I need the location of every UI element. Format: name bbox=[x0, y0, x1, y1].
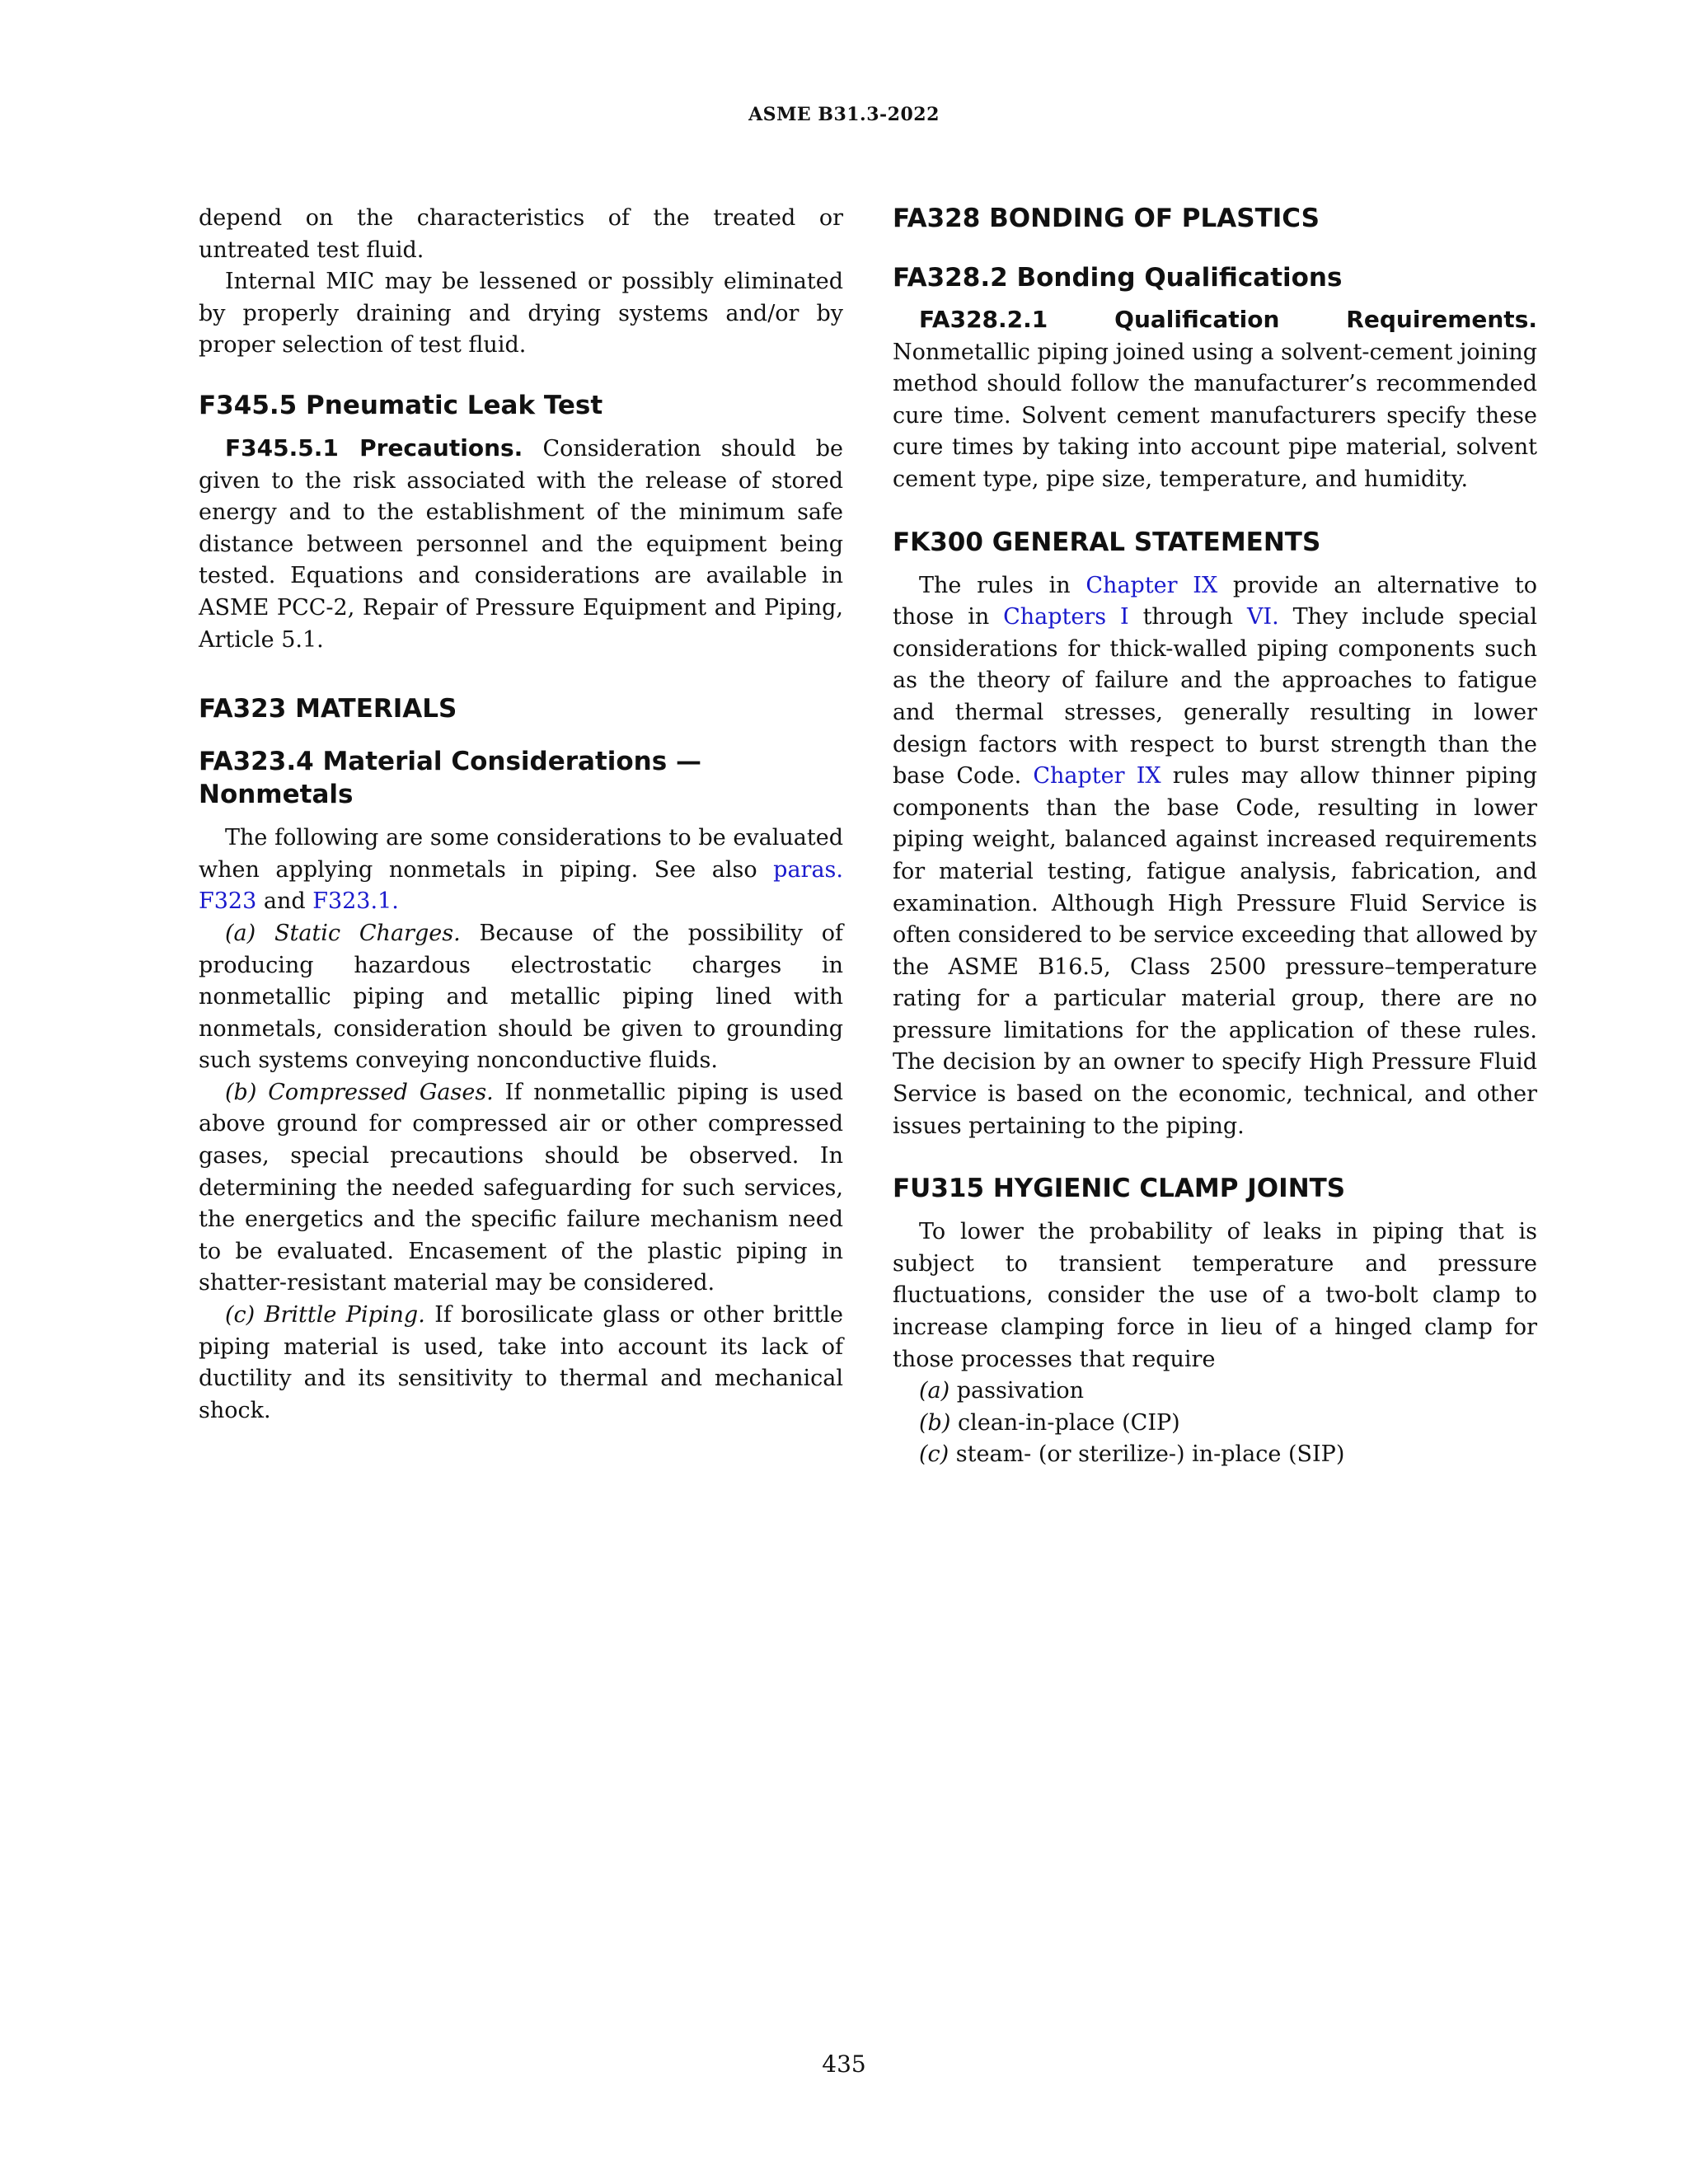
item-label: (c) bbox=[919, 1441, 950, 1468]
item-text: steam- (or sterilize-) in-place (SIP) bbox=[955, 1441, 1345, 1468]
item-title: Compressed Gases. bbox=[268, 1079, 494, 1105]
paragraph-intro bbox=[199, 823, 843, 918]
running-head: ASME B31.3-2022 bbox=[748, 104, 940, 125]
runin-heading: F345.5.1 Precautions. bbox=[225, 434, 523, 462]
section-heading-fa3234: FA323.4 Material Considerations — Nonmetals bbox=[199, 747, 701, 810]
list-item-c bbox=[199, 1300, 843, 1427]
paragraph-fk300 bbox=[893, 570, 1537, 1143]
paragraph: Internal MIC may be lessened or possibly eliminated by properly draining and drying systems and/or by proper selection of test fluid. bbox=[199, 269, 843, 359]
link-chapters-i[interactable]: Chapters I bbox=[1003, 604, 1129, 630]
item-label: (a) bbox=[225, 920, 256, 946]
paragraph-fu315: To lower the probability of leaks in piping that is subject to transient temperature and pressure fluctuations, consider the use of a two-bolt clamp to increase clamping force in lieu of a hinged clamp for those processes that require bbox=[893, 1219, 1537, 1372]
list-item-c bbox=[893, 1439, 1537, 1471]
page-number: 435 bbox=[822, 2050, 866, 2078]
right-column bbox=[893, 203, 1537, 1471]
section-heading-fa328: FA328 BONDING OF PLASTICS bbox=[893, 204, 1320, 233]
paragraph-text: Nonmetallic piping joined using a solvent-cement joining method should follow the manufacturer’s recommended cure time. Solvent cement manufacturers specify these cure times by taking into account pipe material, solvent cement type, pipe size, temperature, and humidity. bbox=[893, 339, 1537, 492]
text: rules may allow thinner piping components than the base Code, resulting in lower piping weight, balanced against increased requirements for material testing, fatigue analysis, fabrication, and examination. Although High Pressure Fluid Service is often considered to be service exceeding that allowed by the ASME B16.5, Class 2500 pressure–temperature rating for a particular material group, there are no pressure limitations for the application of these rules. The decision by an owner to specify High Pressure Fluid Service is based on the economic, technical, and other issues pertaining to the piping. bbox=[893, 763, 1537, 1139]
text: They include special considerations for thick-walled piping components such as the theory of failure and the approaches to fatigue and thermal stresses, generally resulting in lower design factors with respect to burst strength than the base Code. bbox=[893, 604, 1537, 790]
text: The rules in bbox=[919, 572, 1086, 598]
section-heading-fa3282: FA328.2 Bonding Qualifications bbox=[893, 263, 1343, 293]
paragraph-text: Consideration should be given to the risk associated with the release of stored energy and to the establishment of the minimum safe distance between personnel and the equipment being tested. Equations and considerations are available in ASME PCC-2, Repair of Pressure Equipment and Piping, Article 5.1. bbox=[199, 435, 844, 653]
item-text: clean-in-place (CIP) bbox=[957, 1409, 1180, 1436]
paragraph-fa32821 bbox=[893, 304, 1537, 496]
paragraph: depend on the characteristics of the treated or untreated test fluid. bbox=[199, 205, 843, 263]
text: The following are some considerations to be evaluated when applying nonmetals in piping. See also bbox=[199, 825, 843, 883]
paragraph-f34551 bbox=[199, 433, 843, 656]
list-item-b bbox=[199, 1077, 843, 1300]
runin-heading: FA328.2.1 Qualification Requirements. bbox=[919, 306, 1537, 333]
link-paras-f323[interactable]: paras. F323 bbox=[199, 856, 843, 915]
section-heading-fa323: FA323 MATERIALS bbox=[199, 694, 457, 724]
text: provide an alternative to those in bbox=[893, 572, 1537, 630]
list-item-a bbox=[199, 918, 843, 1077]
item-label: (c) bbox=[225, 1302, 256, 1329]
item-label: (b) bbox=[225, 1079, 257, 1105]
link-chapter-vi[interactable]: VI. bbox=[1246, 604, 1279, 630]
left-column bbox=[199, 203, 843, 1427]
section-heading-f3455: F345.5 Pneumatic Leak Test bbox=[199, 390, 603, 420]
list-item-b bbox=[893, 1408, 1537, 1440]
section-heading-fu315: FU315 HYGIENIC CLAMP JOINTS bbox=[893, 1174, 1346, 1204]
text: through bbox=[1128, 604, 1247, 630]
item-title: Brittle Piping. bbox=[264, 1302, 425, 1329]
item-label: (b) bbox=[919, 1409, 951, 1436]
item-text: passivation bbox=[956, 1378, 1084, 1404]
link-chapter-ix[interactable]: Chapter IX bbox=[1085, 572, 1218, 598]
link-chapter-ix-2[interactable]: Chapter IX bbox=[1033, 763, 1161, 790]
link-f3231[interactable]: F323.1. bbox=[312, 888, 399, 915]
item-label: (a) bbox=[919, 1378, 950, 1404]
item-text: If nonmetallic piping is used above ground for compressed air or other compressed gases, special precautions should be observed. In determining the needed safeguarding for such services, the energetics and the specific failure mechanism need to be evaluated. Encasement of the plastic piping in shatter-resistant material may be considered. bbox=[199, 1079, 843, 1296]
section-heading-fk300: FK300 GENERAL STATEMENTS bbox=[893, 527, 1321, 557]
text: and bbox=[256, 888, 313, 915]
item-title: Static Charges. bbox=[274, 920, 461, 946]
list-item-a bbox=[893, 1376, 1537, 1408]
item-text: Because of the possibility of producing hazardous electrostatic charges in nonmetallic piping and metallic piping lined with nonmetals, consideration should be given to grounding such systems conveying nonconductive fluids. bbox=[199, 920, 843, 1074]
item-text: If borosilicate glass or other brittle piping material is used, take into account its lack of ductility and its sensitivity to thermal and mechanical shock. bbox=[199, 1302, 843, 1423]
